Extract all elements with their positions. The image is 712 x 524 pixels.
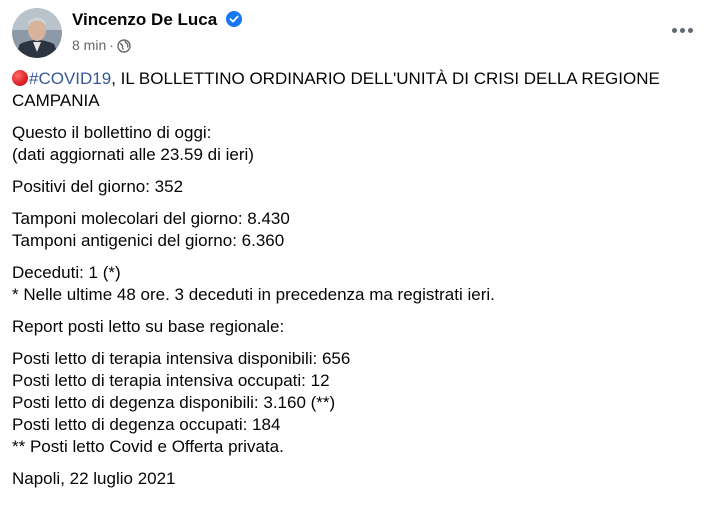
report-title: Report posti letto su base regionale:: [12, 317, 285, 336]
posti-letto-paragraph: [12, 348, 702, 458]
post-header: [12, 8, 700, 60]
avatar-photo: [12, 8, 62, 58]
deceduti-line: Deceduti: 1 (*): [12, 263, 121, 282]
author-name[interactable]: [72, 10, 242, 32]
more-options-icon[interactable]: [666, 18, 698, 42]
author-name-text[interactable]: Vincenzo De Luca: [72, 10, 218, 29]
tamponi-antigenici-line: Tamponi antigenici del giorno: 6.360: [12, 231, 285, 250]
degenza-disponibili-line: Posti letto di degenza disponibili: 3.160 (**): [12, 393, 336, 412]
deceduti-note: * Nelle ultime 48 ore. 3 deceduti in precedenza ma registrati ieri.: [12, 285, 495, 304]
signature: Napoli, 22 luglio 2021: [12, 469, 176, 488]
post-timestamp[interactable]: 8 min: [72, 37, 107, 53]
positivi-line: Positivi del giorno: 352: [12, 177, 184, 196]
intro-line: (dati aggiornati alle 23.59 di ieri): [12, 145, 254, 164]
intro-paragraph: [12, 122, 702, 166]
meta-separator: ·: [109, 37, 114, 53]
tamponi-paragraph: [12, 208, 702, 252]
red-circle-emoji-icon: [12, 70, 28, 86]
avatar[interactable]: [12, 8, 62, 58]
ti-disponibili-line: Posti letto di terapia intensiva disponibili: 656: [12, 349, 351, 368]
globe-icon[interactable]: [117, 39, 131, 56]
degenza-occupati-line: Posti letto di degenza occupati: 184: [12, 415, 281, 434]
tamponi-molecolari-line: Tamponi molecolari del giorno: 8.430: [12, 209, 290, 228]
verified-badge-icon: [226, 11, 242, 32]
hashtag-link[interactable]: #COVID19: [29, 69, 112, 88]
positivi-paragraph: [12, 176, 702, 198]
intro-line: Questo il bollettino di oggi:: [12, 123, 212, 142]
post-title: [12, 68, 702, 112]
ti-occupati-line: Posti letto di terapia intensiva occupati: 12: [12, 371, 330, 390]
post-body: [12, 68, 702, 500]
post-meta: [72, 37, 131, 56]
degenza-note: ** Posti letto Covid e Offerta privata.: [12, 437, 284, 456]
post-title-text: , IL BOLLETTINO ORDINARIO DELL'UNITÀ DI CRISI DELLA REGIONE CAMPANIA: [12, 69, 660, 110]
signature-paragraph: [12, 468, 702, 490]
report-paragraph: [12, 316, 702, 338]
deceduti-paragraph: [12, 262, 702, 306]
